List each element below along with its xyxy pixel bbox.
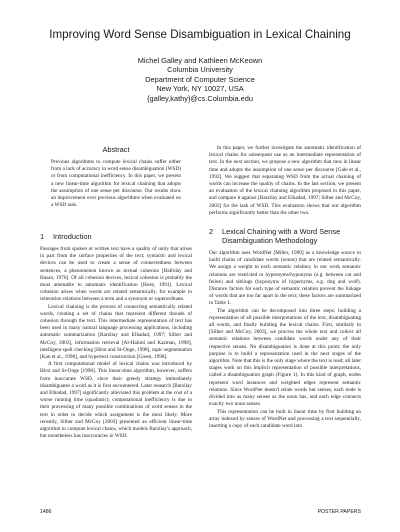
footer-label: POSTER PAPERS — [317, 509, 361, 515]
author-names: Michel Galley and Kathleen McKeown — [137, 56, 263, 65]
affiliation-department: Department of Computer Science — [145, 74, 255, 84]
right-column — [209, 145, 361, 430]
section-title-line-1: Lexical Chaining with a Word Sense — [222, 227, 341, 237]
intro-continued-paragraph: In this paper, we further investigate the automatic identification of lexical chains for subsequent use as an intermediate representation of text. In the next section, we propose a new algorithm that runs in linear time and adopts the assumption of one sense per discourse [Gale et al., 1992]. We suggest that separating WSD from the actual chaining of words can increase the quality of chains. In the last section, we present an evaluation of the lexical chaining algorithm proposed in this paper, and compare it against [Barzilay and Elhadad, 1997; Silber and McCoy, 2003] for the task of WSD. This evaluation shows that our algorithm performs significantly better than the other two. — [209, 145, 361, 216]
section2-paragraph-3: This representation can be built in linear time by first building an array indexed by senses of WordNet and processing a text sequentially, inserting a copy of each candidate word into — [209, 408, 361, 429]
page-number: 1486 — [40, 509, 52, 515]
abstract-text: Previous algorithms to compute lexical chains suffer either from a lack of accuracy in word sense disambiguation (WSD) or from computational inefficiency. In this paper, we present a new linear-time algorithm for lexical chaining that adopts the assumption of one sense per discourse. Our results show an improvement over previous algorithms when evaluated on a WSD task. — [51, 159, 181, 209]
section2-paragraph-1: Our algorithm uses WordNet [Miller, 1990] as a knowledge source to build chains of candidate words (nouns) that are related semantically. We assign a weight to each semantic relation; in our work semantic relations are restricted to hypernyms/hyponyms (e.g. between cat and feline) and siblings (hyponyms of hypernyms, e.g. dog and wolf). Distance factors for each type of semantic relation prevent the linkage of words that are too far apart in the text; these factors are summarized in Table 1. — [209, 250, 361, 307]
paper-title: Improving Word Sense Disambiguation in Lexical Chaining — [49, 28, 351, 41]
intro-paragraph-2: Lexical chaining is the process of connecting semantically related words, creating a set of chains that represent different threads of cohesion through the text. This intermediate representation of text has been used in many natural language processing applications, including automatic summarization [Barzilay and Elhadad, 1997; Silber and McCoy, 2003], information retrieval [Al-Halimi and Kazman, 1998], intelligent spell checking [Hirst and St-Onge, 1998], topic segmentation [Kan et al., 1998], and hypertext construction [Green, 1998]. — [40, 303, 192, 361]
intro-paragraph-3: A first computational model of lexical chains was introduced by Hirst and St-Onge [1998]. This linear-time algorithm, however, suffers from inaccurate WSD, since their greedy strategy immediately disambiguates a word as it is first encountered. Later research [Barzilay and Elhadad, 1997] significantly alleviated this problem at the cost of a worse running time (quadratic); computational inefficiency is due to their processing of many possible combinations of word senses in the text in order to decide which assignment is the most likely. More recently, Silber and McCoy [2003] presented an efficient linear-time algorithm to compute lexical chains, which models Barzilay's approach, but nonetheless has inaccuracies in WSD. — [40, 361, 192, 440]
section-number: 1 — [40, 232, 45, 241]
left-column — [40, 232, 192, 440]
section-heading-introduction — [40, 232, 192, 241]
abstract-heading: Abstract — [102, 145, 130, 154]
author-block — [0, 56, 400, 103]
author-email: {galley,kathy}@cs.Columbia.edu — [147, 93, 253, 103]
section-heading-lexical-chaining — [209, 227, 361, 245]
section-title: Introduction — [53, 232, 92, 241]
affiliation-address: New York, NY 10027, USA — [156, 84, 244, 94]
section-number: 2 — [209, 227, 214, 237]
intro-paragraph-1: Passages from spoken or written text have a quality of unity that arises in part from the surface properties of the text; syntactic and lexical devices can be used to create a sense of connectedness between sentences, a phenomenon known as textual cohesion [Halliday and Hasan, 1976]. Of all cohesion devices, lexical cohesion is probably the most amenable to automatic identification [Hoey, 1991]. Lexical cohesion arises when words are related semantically, for example in reiteration relations between a term and a synonym or superordinate. — [40, 246, 192, 303]
section-title-line-2: Disambiguation Methodology — [222, 236, 318, 246]
affiliation-university: Columbia University — [167, 65, 233, 75]
section2-paragraph-2: The algorithm can be decomposed into three steps: building a representation of all possible interpretations of the text, disambiguating all words, and finally building the lexical chains. First, similarly to [Silber and McCoy, 2003], we process the whole text and collect all semantic relations between candidate words under any of their respective senses. No disambiguation is done at this point; the only purpose is to build a representation used in the next stages of the algorithm. Note that this is the only stage where the text is read; all later stages work on this implicit representation of possible interpretations, called a disambiguation graph (Figure 1). In this kind of graph, nodes represent word instances and weighted edges represent semantic relations. Since WordNet doesn't relate words but senses, each node is divided into as many senses as the noun has, and each edge connects exactly two noun senses. — [209, 307, 361, 408]
